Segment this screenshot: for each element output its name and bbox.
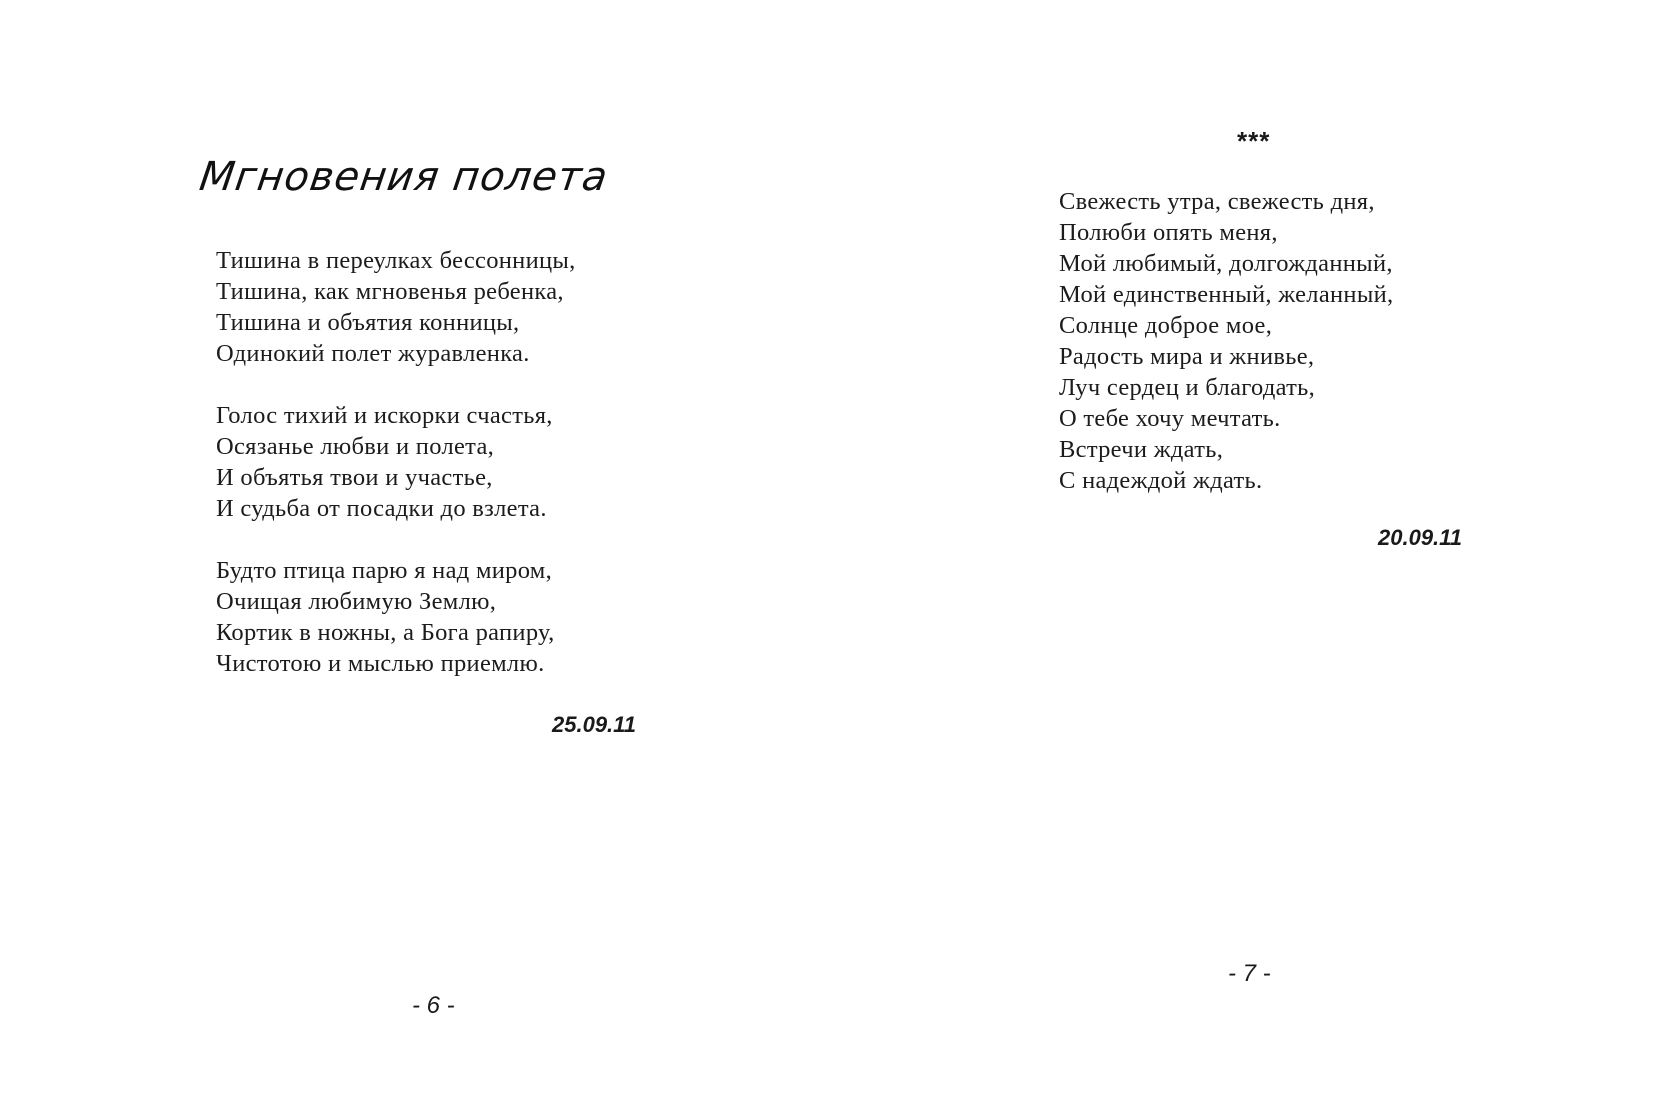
poem-line: Полюби опять меня, xyxy=(1059,219,1278,246)
poem-line: Тишина и объятия конницы, xyxy=(216,309,520,336)
poem-left xyxy=(216,245,576,679)
stanza xyxy=(216,400,576,524)
poem-line: Чистотою и мыслью приемлю. xyxy=(216,650,545,677)
stanza xyxy=(216,245,576,369)
poem-line: Мой любимый, долгожданный, xyxy=(1059,250,1393,277)
poem-line: Луч сердец и благодать, xyxy=(1059,374,1316,401)
poem-line: Осязанье любви и полета, xyxy=(216,433,495,460)
poem-line: Одинокий полет журавленка. xyxy=(216,340,530,367)
poem-date: 25.09.11 xyxy=(552,712,637,737)
stanza xyxy=(216,555,576,679)
poem-line: Очищая любимую Землю, xyxy=(216,588,497,615)
left-page xyxy=(0,0,831,1094)
poem-line: Будто птица парю я над миром, xyxy=(216,557,553,584)
poem-line: Кортик в ножны, а Бога рапиру, xyxy=(216,619,555,646)
poem-right xyxy=(1059,186,1393,496)
poem-line: Свежесть утра, свежесть дня, xyxy=(1059,188,1375,215)
page-number: - 6 - xyxy=(412,992,455,1019)
poem-line: И судьба от посадки до взлета. xyxy=(216,495,547,522)
poem-line: С надеждой ждать. xyxy=(1059,467,1263,494)
poem-line: Солнце доброе мое, xyxy=(1059,312,1273,339)
right-page xyxy=(831,0,1663,1094)
poem-line: Радость мира и жнивье, xyxy=(1059,343,1315,370)
poem-title: Мгновения полета xyxy=(196,154,612,200)
poem-line: Мой единственный, желанный, xyxy=(1059,281,1394,308)
stanza xyxy=(1059,186,1393,496)
poem-line: Встречи ждать, xyxy=(1059,436,1224,463)
poem-line: Голос тихий и искорки счастья, xyxy=(216,402,553,429)
poem-date: 20.09.11 xyxy=(1378,525,1463,550)
poem-line: О тебе хочу мечтать. xyxy=(1059,405,1281,432)
poem-line: И объятья твои и участье, xyxy=(216,464,493,491)
page-number: - 7 - xyxy=(1228,960,1271,987)
poem-line: Тишина, как мгновенья ребенка, xyxy=(216,278,564,305)
untitled-poem-heading: *** xyxy=(1236,126,1270,156)
poem-line: Тишина в переулках бессонницы, xyxy=(216,247,576,274)
